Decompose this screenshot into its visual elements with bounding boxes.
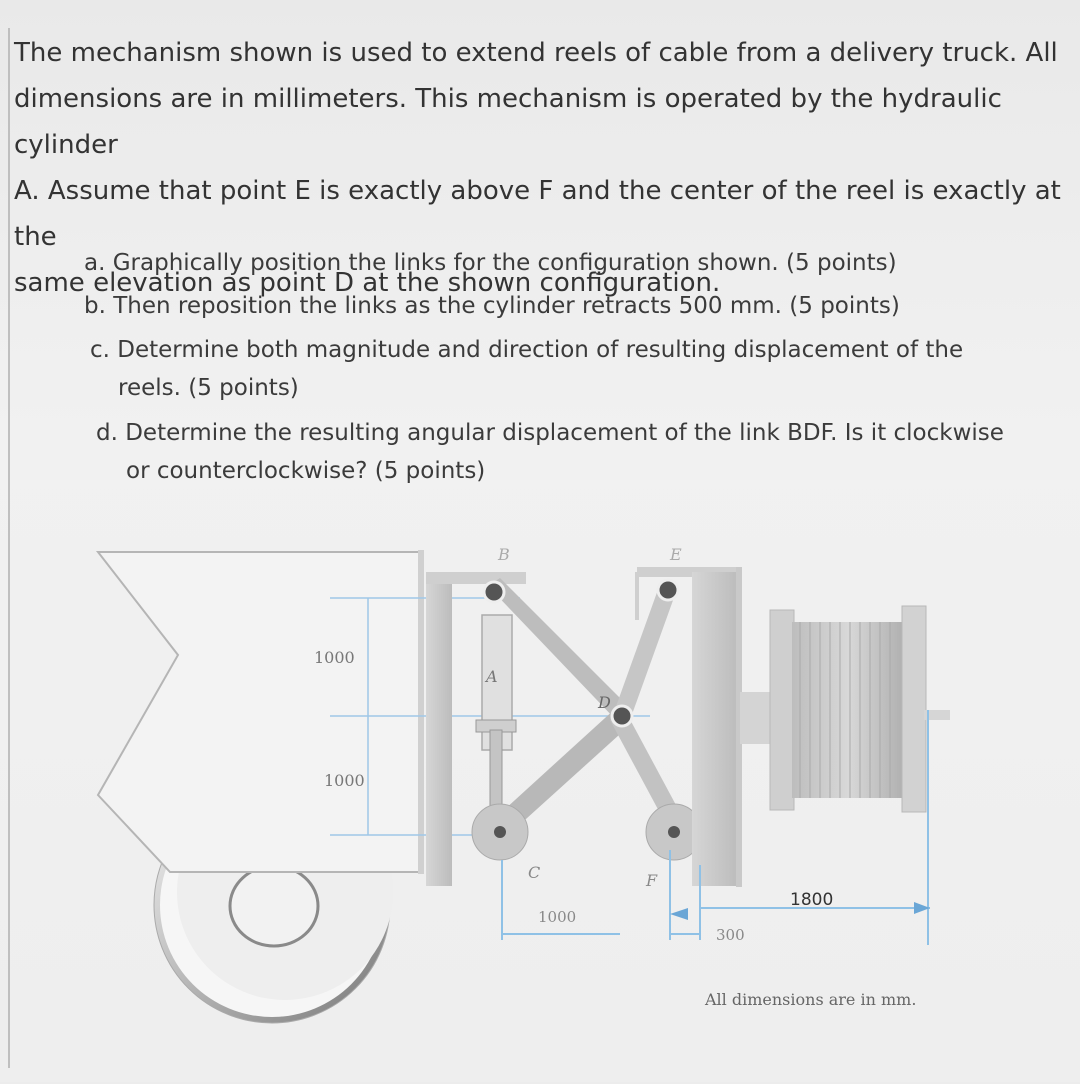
dim-lower-vertical: 1000 [324, 771, 365, 790]
dim-horizontal-300: 300 [716, 926, 745, 944]
label-a: A [486, 667, 498, 686]
dim-horizontal-c-f: 1000 [538, 908, 577, 926]
left-post [426, 572, 452, 886]
intro-line-3: A. Assume that point E is exactly above F and the center of the reel is exactly at the [14, 176, 1061, 252]
truck-body [98, 552, 420, 872]
intro-line-4: same elevation as point D at the shown configuration. [14, 268, 721, 298]
dim-upper-vertical: 1000 [314, 648, 355, 667]
figure-note: All dimensions are in mm. [705, 990, 917, 1009]
mechanism-figure [0, 520, 1080, 1080]
intro-line-2: dimensions are in millimeters. This mechanism is operated by the hydraulic cylinder [14, 84, 1002, 160]
link-ed [614, 584, 676, 720]
label-b: B [498, 545, 510, 564]
task-b: b. Then reposition the links as the cylinder retracts 500 mm. (5 points) [84, 293, 900, 319]
pin-d [612, 706, 632, 726]
task-c-line-2: reels. (5 points) [118, 375, 299, 401]
task-a: a. Graphically position the links for the configuration shown. (5 points) [84, 250, 897, 276]
dim-horizontal-1800: 1800 [790, 890, 834, 910]
task-d-line-1: d. Determine the resulting angular displacement of the link BDF. Is it clockwise [96, 420, 1004, 446]
pin-e [658, 580, 678, 600]
label-e: E [670, 545, 682, 564]
task-c-line-1: c. Determine both magnitude and direction of resulting displacement of the [90, 337, 964, 363]
pivot-c [472, 804, 528, 860]
label-c: C [528, 863, 541, 882]
cable-reel [740, 606, 950, 812]
pin-b [484, 582, 504, 602]
right-post [692, 572, 738, 886]
task-d-line-2: or counterclockwise? (5 points) [126, 458, 486, 484]
arrow-300 [670, 908, 688, 920]
label-d: D [598, 693, 611, 712]
top-frame-left [426, 572, 526, 584]
intro-line-1: The mechanism shown is used to extend reels of cable from a delivery truck. All [14, 38, 1058, 68]
label-f: F [646, 871, 658, 890]
